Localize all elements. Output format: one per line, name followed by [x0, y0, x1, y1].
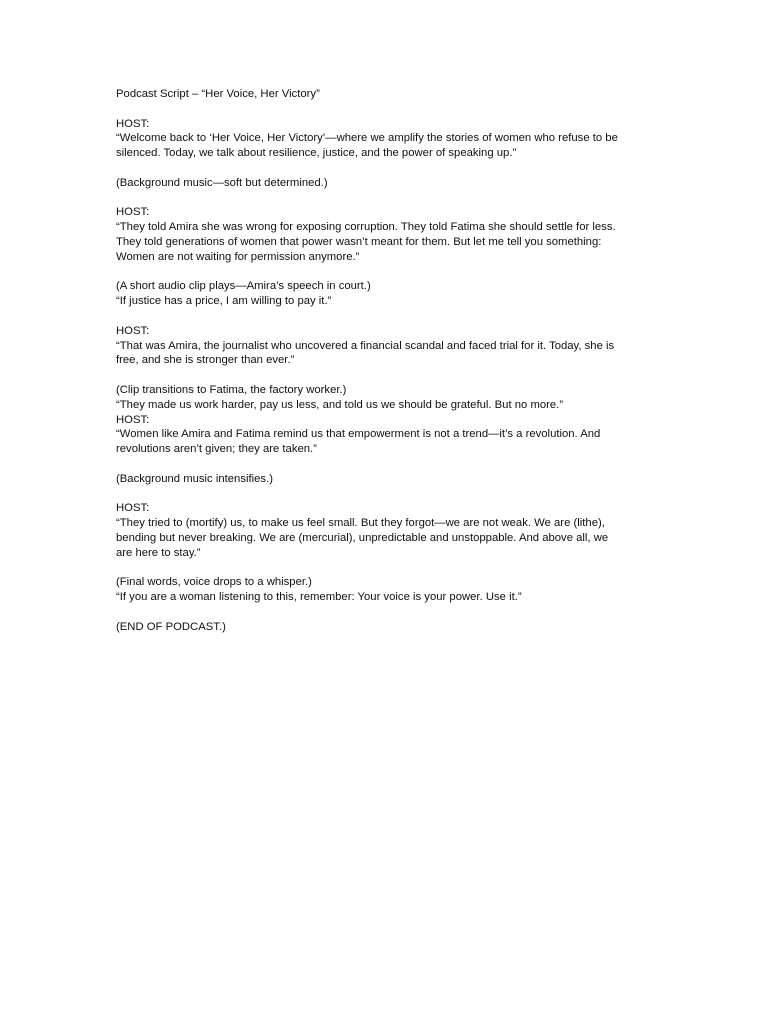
quote-line: “They made us work harder, pay us less, and told us we should be grateful. But no more.” [116, 398, 564, 411]
paragraph-gap [116, 487, 656, 502]
dialogue-line: are here to stay.” [116, 546, 201, 559]
paragraph-gap [116, 191, 656, 206]
dialogue-line: Women are not waiting for permission anymore.” [116, 250, 360, 263]
document-title: Podcast Script – “Her Voice, Her Victory” [116, 88, 320, 100]
paragraph-gap [116, 605, 656, 620]
speaker-label: HOST: [116, 206, 150, 219]
dialogue-line: silenced. Today, we talk about resilience, justice, and the power of speaking up.” [116, 147, 517, 160]
dialogue-line: They told generations of women that power wasn’t meant for them. But let me tell you something: [116, 235, 602, 248]
speaker-label: HOST: [116, 117, 150, 130]
stage-direction: (Background music intensifies.) [116, 472, 273, 485]
paragraph-gap [116, 102, 656, 117]
quote-line: “If justice has a price, I am willing to pay it.” [116, 295, 332, 308]
dialogue-line: free, and she is stronger than ever.” [116, 354, 295, 367]
script-body [116, 87, 656, 634]
end-marker: (END OF PODCAST.) [116, 620, 226, 633]
stage-direction: (Background music—soft but determined.) [116, 176, 328, 189]
speaker-label: HOST: [116, 324, 150, 337]
dialogue-line: “They told Amira she was wrong for exposing corruption. They told Fatima she should settle for less. [116, 221, 616, 234]
dialogue-line: “Welcome back to ‘Her Voice, Her Victory’—where we amplify the stories of women who refuse to be [116, 132, 618, 145]
stage-direction: (A short audio clip plays—Amira’s speech in court.) [116, 280, 371, 293]
stage-direction: (Final words, voice drops to a whisper.) [116, 576, 312, 589]
speaker-label: HOST: [116, 502, 150, 515]
stage-direction: (Clip transitions to Fatima, the factory worker.) [116, 383, 347, 396]
dialogue-line: “That was Amira, the journalist who uncovered a financial scandal and faced trial for it. Today, she is [116, 339, 615, 352]
dialogue-line: revolutions aren’t given; they are taken.” [116, 443, 317, 456]
paragraph-gap [116, 368, 656, 383]
paragraph-gap [116, 561, 656, 576]
dialogue-line: bending but never breaking. We are (mercurial), unpredictable and unstoppable. And above all, we [116, 531, 609, 544]
dialogue-line: “Women like Amira and Fatima remind us that empowerment is not a trend—it’s a revolution. And [116, 428, 601, 441]
paragraph-gap [116, 265, 656, 280]
dialogue-line: “They tried to (mortify) us, to make us feel small. But they forgot—we are not weak. We are (lithe), [116, 517, 605, 530]
speaker-label: HOST: [116, 413, 150, 426]
quote-line: “If you are a woman listening to this, remember: Your voice is your power. Use it.” [116, 591, 522, 604]
paragraph-gap [116, 161, 656, 176]
paragraph-gap [116, 309, 656, 324]
paragraph-gap [116, 457, 656, 472]
